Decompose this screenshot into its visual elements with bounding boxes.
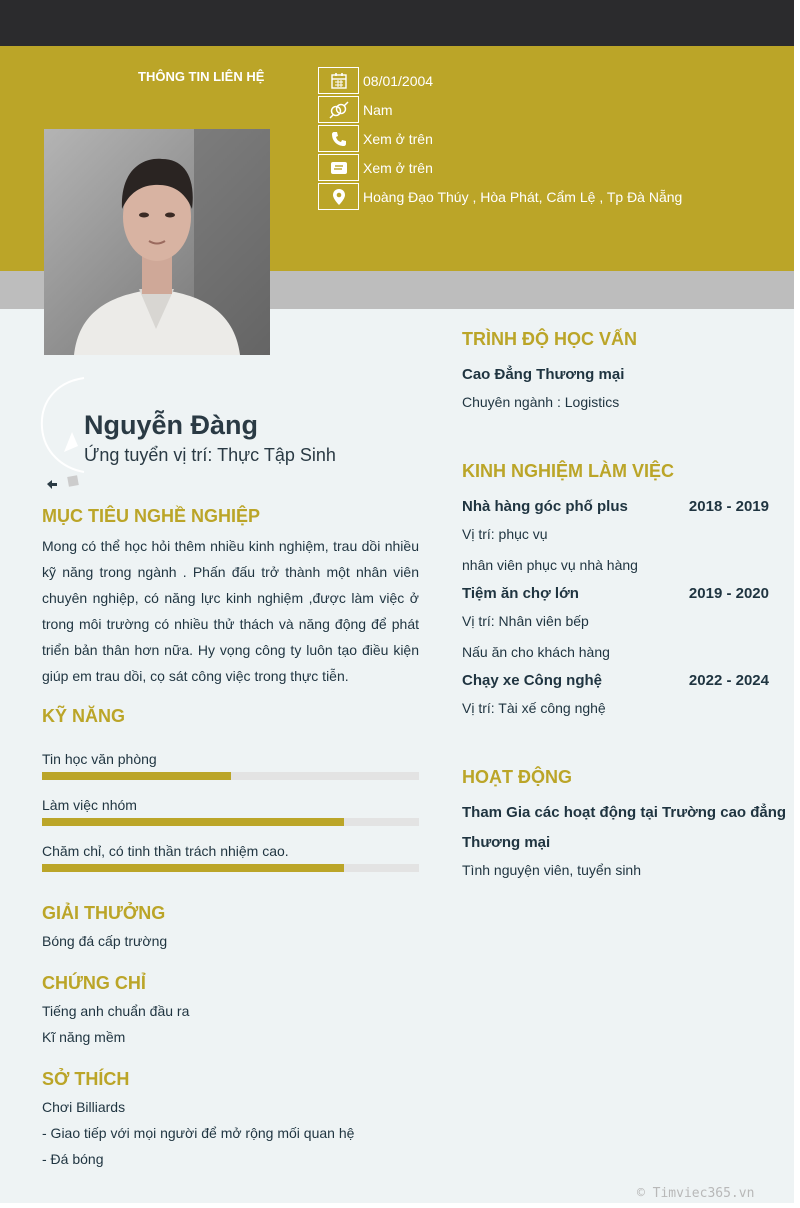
skill-bar-fill bbox=[42, 772, 231, 780]
contact-row-address bbox=[318, 183, 682, 210]
experience-desc: nhân viên phục vụ nhà hàng bbox=[462, 557, 638, 573]
experience-years: 2022 - 2024 bbox=[688, 672, 769, 689]
contact-row-birthday bbox=[318, 67, 433, 94]
certificate-item: Tiếng anh chuẩn đầu ra bbox=[42, 1003, 190, 1019]
objective-title: MỤC TIÊU NGHỀ NGHIỆP bbox=[42, 506, 261, 526]
experience-desc: Nấu ăn cho khách hàng bbox=[462, 644, 610, 660]
hobby-item: Chơi Billiards bbox=[42, 1099, 126, 1115]
skill-label: Chăm chỉ, có tinh thần trách nhiệm cao. bbox=[42, 843, 289, 859]
contact-row-email bbox=[318, 154, 433, 181]
skill-bar bbox=[42, 818, 419, 826]
email-text: Xem ở trên bbox=[363, 159, 433, 176]
desired-position: Ứng tuyển vị trí: Thực Tập Sinh bbox=[84, 445, 336, 465]
experience-title: KINH NGHIỆM LÀM VIỆC bbox=[462, 461, 675, 481]
decorative-arc bbox=[38, 372, 88, 492]
awards-title: GIẢI THƯỞNG bbox=[42, 903, 166, 923]
award-item: Bóng đá cấp trường bbox=[42, 933, 168, 949]
contact-row-phone bbox=[318, 125, 433, 152]
experience-role: Vị trí: Nhân viên bếp bbox=[462, 613, 589, 629]
objective-text: Mong có thể học hỏi thêm nhiều kinh nghiệm, trau dồi nhiều kỹ năng trong ngành . Phấn đấu trở thành một nhân viên chuyên nghiệp, có năng lực kinh nghiệm ,được làm việc ở trong môi trường có nhiều thử thách và năng động để phát triển bản thân hơn nữa. Hy vọng công ty luôn tạo điều kiện giúp em trau dồi, cọ sát công việc trong thực tiễn. bbox=[42, 538, 419, 684]
experience-years: 2019 - 2020 bbox=[688, 585, 769, 602]
location-icon bbox=[318, 183, 359, 210]
certificate-item: Kĩ năng mềm bbox=[42, 1029, 126, 1045]
hobbies-title: SỞ THÍCH bbox=[42, 1069, 130, 1089]
skill-bar bbox=[42, 772, 419, 780]
skill-bar-fill bbox=[42, 818, 344, 826]
skill-label: Tin học văn phòng bbox=[42, 751, 157, 767]
skill-bar bbox=[42, 864, 419, 872]
birthday-text: 08/01/2004 bbox=[363, 72, 434, 89]
phone-icon bbox=[318, 125, 359, 152]
activity-name-cont: Thương mại bbox=[462, 834, 551, 851]
gender-text: Nam bbox=[363, 101, 393, 118]
skill-label: Làm việc nhóm bbox=[42, 797, 137, 813]
email-icon bbox=[318, 154, 359, 181]
gender-icon bbox=[318, 96, 359, 123]
hobby-item: - Giao tiếp với mọi người để mở rộng mối quan hệ bbox=[42, 1125, 355, 1141]
experience-company: Chạy xe Công nghệ bbox=[462, 672, 603, 689]
experience-company: Nhà hàng góc phố plus bbox=[462, 498, 628, 515]
hobby-item: - Đá bóng bbox=[42, 1151, 104, 1167]
experience-company: Tiệm ăn chợ lớn bbox=[462, 585, 579, 602]
activity-desc: Tình nguyện viên, tuyển sinh bbox=[462, 862, 642, 878]
experience-role: Vị trí: Tài xế công nghệ bbox=[462, 700, 606, 716]
education-major: Chuyên ngành : Logistics bbox=[462, 394, 620, 410]
watermark: © Timviec365.vn bbox=[637, 1186, 755, 1201]
activity-name: Tham Gia các hoạt động tại Trường cao đẳng bbox=[462, 804, 787, 821]
contact-row-gender bbox=[318, 96, 393, 123]
calendar-icon bbox=[318, 67, 359, 94]
education-school: Cao Đẳng Thương mại bbox=[462, 366, 625, 383]
education-title: TRÌNH ĐỘ HỌC VẤN bbox=[462, 329, 637, 349]
phone-text: Xem ở trên bbox=[363, 130, 433, 147]
address-text: Hoàng Đạo Thúy , Hòa Phát, Cẩm Lệ , Tp Đà Nẵng bbox=[363, 188, 683, 205]
page-edge-right bbox=[794, 0, 800, 1208]
certificates-title: CHỨNG CHỈ bbox=[42, 973, 146, 993]
top-bar bbox=[0, 0, 794, 46]
profile-photo bbox=[44, 129, 270, 355]
skills-title: KỸ NĂNG bbox=[42, 706, 126, 726]
experience-years: 2018 - 2019 bbox=[688, 498, 769, 515]
experience-role: Vị trí: phục vụ bbox=[462, 526, 548, 542]
contact-title: THÔNG TIN LIÊN HỆ bbox=[138, 69, 265, 84]
candidate-name: Nguyễn Đàng bbox=[84, 410, 259, 440]
page-edge-bottom bbox=[0, 1203, 800, 1208]
skill-bar-fill bbox=[42, 864, 344, 872]
activities-title: HOẠT ĐỘNG bbox=[462, 767, 572, 787]
